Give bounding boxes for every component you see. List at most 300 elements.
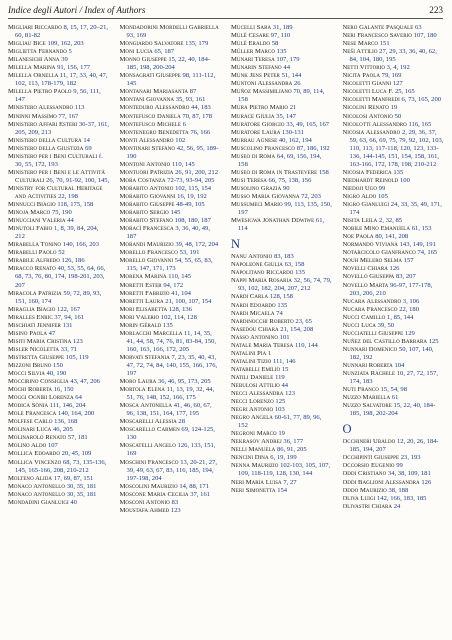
index-entry <box>120 298 222 306</box>
index-entry <box>231 40 333 48</box>
index-entry <box>8 475 110 483</box>
author-name: Miracco Renato <box>8 265 56 273</box>
page-refs: 3, 106 <box>402 297 420 305</box>
author-name: Milella Ornella <box>8 72 59 80</box>
author-name: Ministero della Giustizia <box>8 144 84 152</box>
author-name: Montefusco Daniela <box>119 112 181 120</box>
author-name: Moccirino Consiglia <box>8 378 69 386</box>
index-entry <box>343 314 445 322</box>
index-entry <box>8 314 110 322</box>
page-refs: 28 <box>178 418 186 426</box>
index-entry <box>343 48 445 64</box>
page-refs: 127 <box>392 80 403 88</box>
index-entry <box>343 64 445 72</box>
page-refs: 1 <box>267 349 272 357</box>
index-entry <box>343 394 445 402</box>
page-refs: 131 <box>62 321 73 329</box>
author-name: Nappi Maria Rosaria <box>231 277 292 285</box>
page-refs: 1, 8, 39, 84, 204, 212 <box>15 225 99 241</box>
author-name: Morabito Antonio <box>119 184 174 192</box>
author-name: Nunziata Rachele <box>342 370 396 378</box>
author-name: Nucara Francesco <box>342 305 398 313</box>
author-name: Nelli Manuela <box>231 446 276 454</box>
author-name: Mulè Cesare <box>231 32 270 40</box>
page-refs: 36, 46, 95, 173, 205 <box>157 378 211 386</box>
index-entry <box>8 330 110 338</box>
page-refs: 46, 205 <box>52 426 73 434</box>
page-refs: 11, 14, 35, 41, 44, 58, 74, 76, 81, 83-84, 150, 160, 163, 166, 172, 205 <box>126 329 217 353</box>
page-refs: 37, 94, 161 <box>54 313 85 321</box>
page-refs: 36, 177 <box>283 438 304 446</box>
page-refs: 22, 180 <box>399 305 419 313</box>
author-name: Molfese Carlo <box>8 418 53 426</box>
index-entry <box>8 40 110 48</box>
author-name: Monno Giuseppe <box>119 56 167 64</box>
author-name: Mucelli Sara <box>231 24 272 31</box>
author-name: Mosca Antonella <box>119 402 173 410</box>
index-entry <box>8 169 110 185</box>
author-name: Nero Galante Pasquale <box>342 24 414 31</box>
author-name: Morandi Maurizio <box>119 241 174 249</box>
index-entry <box>8 346 110 354</box>
author-name: Nucara Alessandro <box>342 297 402 305</box>
author-name: Morello Francesco <box>119 249 178 257</box>
index-entry <box>8 354 110 362</box>
index-entry <box>343 330 445 338</box>
index-entry <box>343 265 445 273</box>
author-name: Muratore Giorgio <box>231 120 285 128</box>
page-refs: 53, 191 <box>179 249 200 257</box>
index-entry <box>8 209 110 217</box>
author-name: Niedoji Ugo <box>342 184 377 192</box>
index-entry <box>8 56 110 64</box>
page-refs: 99 <box>396 462 403 470</box>
author-name: Oddi Cristiano <box>342 470 387 478</box>
author-name: Monaco Antonello <box>8 482 66 490</box>
author-name: Montoni Antonio <box>119 160 171 168</box>
page-refs: 24 <box>393 502 401 510</box>
index-entry <box>8 241 110 249</box>
author-name: Molinarolo Renato <box>8 434 67 442</box>
index-entry <box>120 507 222 515</box>
page-refs: 19 <box>390 104 398 112</box>
index-entry <box>343 185 445 193</box>
index-entry <box>231 414 333 430</box>
index-entry <box>343 257 445 265</box>
index-entry <box>343 88 445 96</box>
author-name: Nicita Paola <box>342 72 380 80</box>
page-refs: 103 <box>274 406 285 414</box>
index-entry <box>120 145 222 161</box>
index-entry <box>343 241 445 249</box>
page-refs: 135 <box>277 301 288 309</box>
page-number: 223 <box>429 5 443 15</box>
page-refs: 39 <box>61 56 68 64</box>
author-name: Mole Francesca <box>8 410 57 418</box>
author-name: Mulè Eraldo <box>231 40 271 48</box>
author-name: Müller Marco <box>231 48 275 56</box>
index-column-4 <box>343 24 445 638</box>
index-entry <box>120 402 222 418</box>
page-refs: 21 <box>289 104 297 112</box>
index-entry <box>231 88 333 104</box>
author-name: Moggi Ognibi Lorenza <box>8 394 74 402</box>
page-refs: 14, 88, 171 <box>179 482 209 490</box>
author-name: Mosconi Antonio <box>119 498 170 506</box>
author-name: Mistretta Giuseppe <box>8 353 65 361</box>
author-name: Occhineri Ubaldo <box>342 438 396 446</box>
index-entry <box>231 201 333 217</box>
index-entry <box>343 282 445 298</box>
page-refs: 86, 91, 205 <box>276 446 307 454</box>
page-refs: 44 <box>283 64 290 72</box>
page-refs: 54, 55, 65, 83, 115, 147, 171, 173 <box>126 257 213 273</box>
index-entry <box>231 334 333 342</box>
author-name: Migliau Bice <box>8 40 46 48</box>
index-entry <box>8 290 110 306</box>
page-refs: 57, 181 <box>67 434 88 442</box>
page-refs: 158 <box>318 168 329 176</box>
page-refs: 21, 154, 208 <box>280 325 314 333</box>
page-refs: 98, 111-112, 145 <box>126 72 216 88</box>
author-name: Minutoli Fabio <box>8 225 53 233</box>
page-refs: 66, 75, 138, 156 <box>268 176 312 184</box>
page-refs: 36-37, 161, 205, 209, 213 <box>15 120 110 136</box>
author-name: Montanari Mariasanta <box>119 88 189 96</box>
index-entry <box>120 48 222 56</box>
page-refs: 111, 146 <box>273 357 296 365</box>
index-entry <box>8 48 110 56</box>
page-refs: 104 <box>394 361 405 369</box>
author-name: Milanesichi Anna <box>8 56 60 64</box>
author-name: Milella Marina <box>8 64 56 72</box>
author-name: Miglietta Fernando <box>8 48 67 56</box>
author-name: Mora Costanza <box>119 176 166 184</box>
author-name: Moscone Maria Cecilia <box>119 490 189 498</box>
index-entry <box>231 293 333 301</box>
page-refs: 87, 186, 192 <box>296 144 330 152</box>
index-entry <box>8 410 110 418</box>
page-refs: 102, 114, 128 <box>160 313 197 321</box>
index-entry <box>343 362 445 370</box>
page-refs: 15 <box>281 365 289 373</box>
author-name: Muñoz Massimiliano <box>231 88 292 96</box>
index-entry <box>8 386 110 394</box>
index-entry <box>8 265 110 289</box>
index-entry <box>231 104 333 112</box>
index-entry <box>8 113 110 121</box>
author-name: Napoleone Giulia <box>231 261 283 269</box>
page-refs: 64, 69, 156, 194, 158 <box>238 152 322 168</box>
author-name: Nencini Dina <box>231 454 269 462</box>
page-refs: 2, 32, 85 <box>378 217 403 225</box>
page-refs: 136, 168 <box>54 418 78 426</box>
page-refs: 19 <box>278 430 285 438</box>
author-name: Nekrasov Andrej <box>231 438 282 446</box>
index-title: Indice degli Autori / Index of Authors <box>8 5 146 15</box>
index-entry <box>120 113 222 121</box>
author-name: Minnucci Biagio <box>8 201 56 209</box>
index-entry <box>8 64 110 72</box>
page-refs: 130-131 <box>282 128 305 136</box>
author-name: Nuñez del Castillo Barbara <box>342 337 428 345</box>
page-refs: 20, 45, 109 <box>61 450 92 458</box>
page-refs: 61 <box>391 394 399 402</box>
author-name: Ministero Affari Esteri <box>8 120 78 128</box>
index-entry <box>231 153 333 169</box>
page-refs: 157 <box>403 257 414 265</box>
author-name: Molinari Luca <box>8 426 52 434</box>
author-name: Mirabile Alfredo <box>8 257 60 265</box>
page-refs: 16, 150 <box>53 386 74 394</box>
index-entry <box>8 153 110 169</box>
author-name: Nardinocchi Roberto <box>231 317 294 325</box>
author-name: Moro Laura <box>119 378 157 386</box>
author-name: Mocci Silvia <box>8 370 45 378</box>
page-refs: 15, 22, 40, 184-185, 198, 200-204 <box>126 56 211 72</box>
page-refs: f. 30, 55, 172, 193 <box>15 152 103 168</box>
page-refs: 128, 136 <box>168 305 192 313</box>
author-name: Miracola Patrizia <box>8 289 62 297</box>
index-entry <box>231 253 333 261</box>
author-name: Modica Sònia <box>8 402 49 410</box>
index-entry <box>231 145 333 153</box>
index-entry <box>343 370 445 386</box>
index-entry <box>343 201 445 217</box>
index-entry <box>343 193 445 201</box>
page-refs: 50, 107, 140, 182, 192 <box>349 345 434 361</box>
author-name: Molteno Alida <box>8 474 53 482</box>
index-entry <box>231 129 333 137</box>
page-refs: 2, 29, 36, 37, 59, 63, 66, 69, 75, 79, 92, 102, 103, 110, 113, 117-118, 120, 123, 133-136, 144-145, 151, 154, 158, 161, 163-166, 172, 178, 198, 210-212 <box>349 128 444 168</box>
index-entry <box>8 370 110 378</box>
page-refs: 110, 144 <box>294 341 318 349</box>
index-entry <box>343 346 445 362</box>
author-name: Nobile Mino Emanuela <box>342 225 411 233</box>
page-refs: 126 <box>389 265 400 273</box>
index-entry <box>343 217 445 225</box>
page-refs: 109, 162, 203 <box>47 40 84 48</box>
author-name: Misino Paola <box>8 329 47 337</box>
page-refs: 123 <box>285 390 295 398</box>
page-refs: 41, 104 <box>171 289 191 297</box>
page-refs: 26 <box>294 80 301 88</box>
page-refs: 69 <box>85 144 92 152</box>
page-header <box>0 0 452 20</box>
index-entry <box>231 479 333 487</box>
author-name: Netti Vittorio <box>342 64 385 72</box>
author-name: Nuti Franco <box>342 386 379 394</box>
index-entry <box>8 121 110 137</box>
index-entry <box>8 257 110 265</box>
index-entry <box>343 24 445 32</box>
index-entry <box>120 273 222 281</box>
index-entry <box>231 406 333 414</box>
page-refs: 43, 47, 206 <box>70 378 100 386</box>
index-entry <box>231 374 333 382</box>
page-refs: 102, 115, 154 <box>175 184 212 192</box>
author-name: Mwesigwa Jonathan Ddwiwe <box>231 217 315 225</box>
author-name: Normando Viviana <box>342 241 398 249</box>
index-entry <box>343 273 445 281</box>
author-name: Nuzzo Salvatore <box>342 402 392 410</box>
page-refs: 113 <box>74 104 85 112</box>
page-refs: 74 <box>276 309 283 317</box>
author-name: Misler Nicoletta <box>8 345 60 353</box>
author-name: Nasso Antonino <box>231 333 278 341</box>
page-refs: 30, 35, 181 <box>66 490 97 498</box>
index-entry <box>343 113 445 121</box>
author-name: Moschini Francesco <box>119 458 179 466</box>
page-refs: 52 <box>58 249 65 257</box>
index-entry <box>8 104 110 112</box>
index-entry <box>120 169 222 177</box>
author-name: Montinari Stefano <box>119 144 176 152</box>
index-entry <box>343 129 445 169</box>
index-entry <box>8 499 110 507</box>
page-refs: 35, 147 <box>276 112 296 120</box>
index-entry <box>343 322 445 330</box>
author-name: Mischiati Jennifer <box>8 321 61 329</box>
index-entry <box>8 483 110 491</box>
index-entry <box>8 201 110 209</box>
page-refs: 135 <box>393 168 404 176</box>
page-refs: 44, 183 <box>191 104 211 112</box>
index-entry <box>231 48 333 56</box>
author-name: Nucciatelli Giuseppe <box>342 329 404 337</box>
page-refs: 16, 19, 192 <box>177 192 207 200</box>
author-name: Monteduro Alessandro <box>119 104 190 112</box>
author-name: Moracì Francesca <box>119 225 174 233</box>
page-refs: 14 <box>83 136 90 144</box>
page-refs: 1, 85, 144 <box>387 313 414 321</box>
author-name: Morin Gérald <box>119 321 162 329</box>
index-entry <box>343 121 445 129</box>
index-entry <box>343 40 445 48</box>
page-refs: 39, 50 <box>377 321 395 329</box>
index-entry <box>120 161 222 169</box>
index-entry <box>120 282 222 290</box>
page-refs: 63 <box>415 24 422 31</box>
page-refs: 96-97, 177-178, 203, 206, 210 <box>349 281 433 297</box>
index-entry <box>231 72 333 80</box>
index-entry <box>343 72 445 80</box>
page-refs: 44 <box>67 217 74 225</box>
index-entry <box>231 326 333 334</box>
author-name: Nicolosi Antonio <box>342 112 393 120</box>
author-name: Monti Alessandro <box>119 136 174 144</box>
page-refs: 23, 193 <box>400 454 421 462</box>
page-refs: 69, 124-125, 130 <box>126 426 215 442</box>
page-refs: 7, 27 <box>283 478 297 486</box>
index-entry <box>120 225 222 241</box>
author-name: Mori Valerio <box>119 313 160 321</box>
page-refs: 122, 167 <box>57 305 81 313</box>
index-entry <box>231 310 333 318</box>
page-refs: 105, 119 <box>65 353 89 361</box>
page-refs: 83 <box>171 498 179 506</box>
page-refs: 5 <box>68 48 72 56</box>
index-entry <box>120 96 222 104</box>
page-refs: 58 <box>271 40 279 48</box>
page-refs: 110, 145 <box>168 273 192 281</box>
index-entry <box>231 358 333 366</box>
index-entry <box>120 249 222 257</box>
page-refs: 111, 146, 204 <box>49 402 86 410</box>
page-refs: 143, 149, 191 <box>399 241 436 249</box>
index-entry <box>8 185 110 201</box>
author-name: Nicosia Federica <box>342 168 392 176</box>
page-refs: 26, 91, 200, 212 <box>175 168 218 176</box>
author-name: Montefusco Michele <box>119 120 181 128</box>
index-entry <box>231 24 333 32</box>
page-refs: 72, 203 <box>301 192 321 200</box>
author-name: Nanu Antonio <box>231 253 273 261</box>
index-entry <box>120 177 222 185</box>
index-entry <box>120 129 222 137</box>
author-name: Montani Giovanna <box>119 96 175 104</box>
author-name: Nicoletti Luca F. <box>342 88 394 96</box>
index-entry <box>8 249 110 257</box>
index-entry <box>231 446 333 454</box>
index-entry <box>231 113 333 121</box>
page-refs: 140, 164, 200 <box>57 410 95 418</box>
page-refs: 129 <box>404 329 415 337</box>
index-entry <box>343 32 445 40</box>
page-refs: 38, 188 <box>388 486 409 494</box>
page-refs: 105 <box>377 192 388 200</box>
author-name: Nigro Aldo <box>342 192 377 200</box>
index-entry <box>343 462 445 470</box>
page-refs: 40, 53, 55, 64, 66, 68, 73, 76, 80, 174, 198-201, 203, 207 <box>15 265 106 289</box>
index-entry <box>8 402 110 410</box>
page-refs: 60-61, 77, 89, 96, 152 <box>238 414 322 430</box>
index-entry <box>8 88 110 104</box>
index-entry <box>343 177 445 185</box>
page-refs: 107 <box>47 442 58 450</box>
index-entry <box>231 462 333 478</box>
author-name: Nicolotti Alessandro <box>342 120 407 128</box>
index-entry <box>120 378 222 386</box>
index-entry <box>8 450 110 458</box>
index-entry <box>231 217 333 233</box>
page-refs: 34, 38, 109, 181 <box>387 470 431 478</box>
author-name: Ministero per i Beni Culturali <box>8 152 98 160</box>
index-entry <box>120 201 222 209</box>
author-name: Neri Francesco Saverio <box>342 32 412 40</box>
page-refs: 94, 172 <box>163 281 184 289</box>
page-refs: 17, 69, 87, 151 <box>53 474 94 482</box>
index-entry <box>231 438 333 446</box>
author-name: Musso Maria Giovanna <box>231 192 300 200</box>
page-refs: 135 <box>276 48 287 56</box>
page-refs: 123 <box>170 506 181 514</box>
page-refs: 126, 133, 151, 169 <box>126 442 216 458</box>
page-refs: 135 <box>295 269 306 277</box>
index-entry <box>120 386 222 402</box>
author-name: Mura Pietro Mario <box>231 104 289 112</box>
page-refs: 119 <box>275 373 285 381</box>
author-name: Morello Giovanni <box>119 257 174 265</box>
author-name: Ministero della Cultura <box>8 136 82 144</box>
page-refs: 70, 87, 178 <box>182 112 213 120</box>
page-refs: 102-103, 105, 107, 109, 118-119, 128, 130, 144 <box>238 462 331 478</box>
page-refs: 21, 100, 107, 154 <box>165 297 212 305</box>
index-entry <box>231 56 333 64</box>
page-refs: 12, 20, 26, 184-185, 194, 207 <box>349 438 439 454</box>
page-refs: 87 <box>189 88 197 96</box>
author-name: Moscarelli Alessia <box>119 418 177 426</box>
